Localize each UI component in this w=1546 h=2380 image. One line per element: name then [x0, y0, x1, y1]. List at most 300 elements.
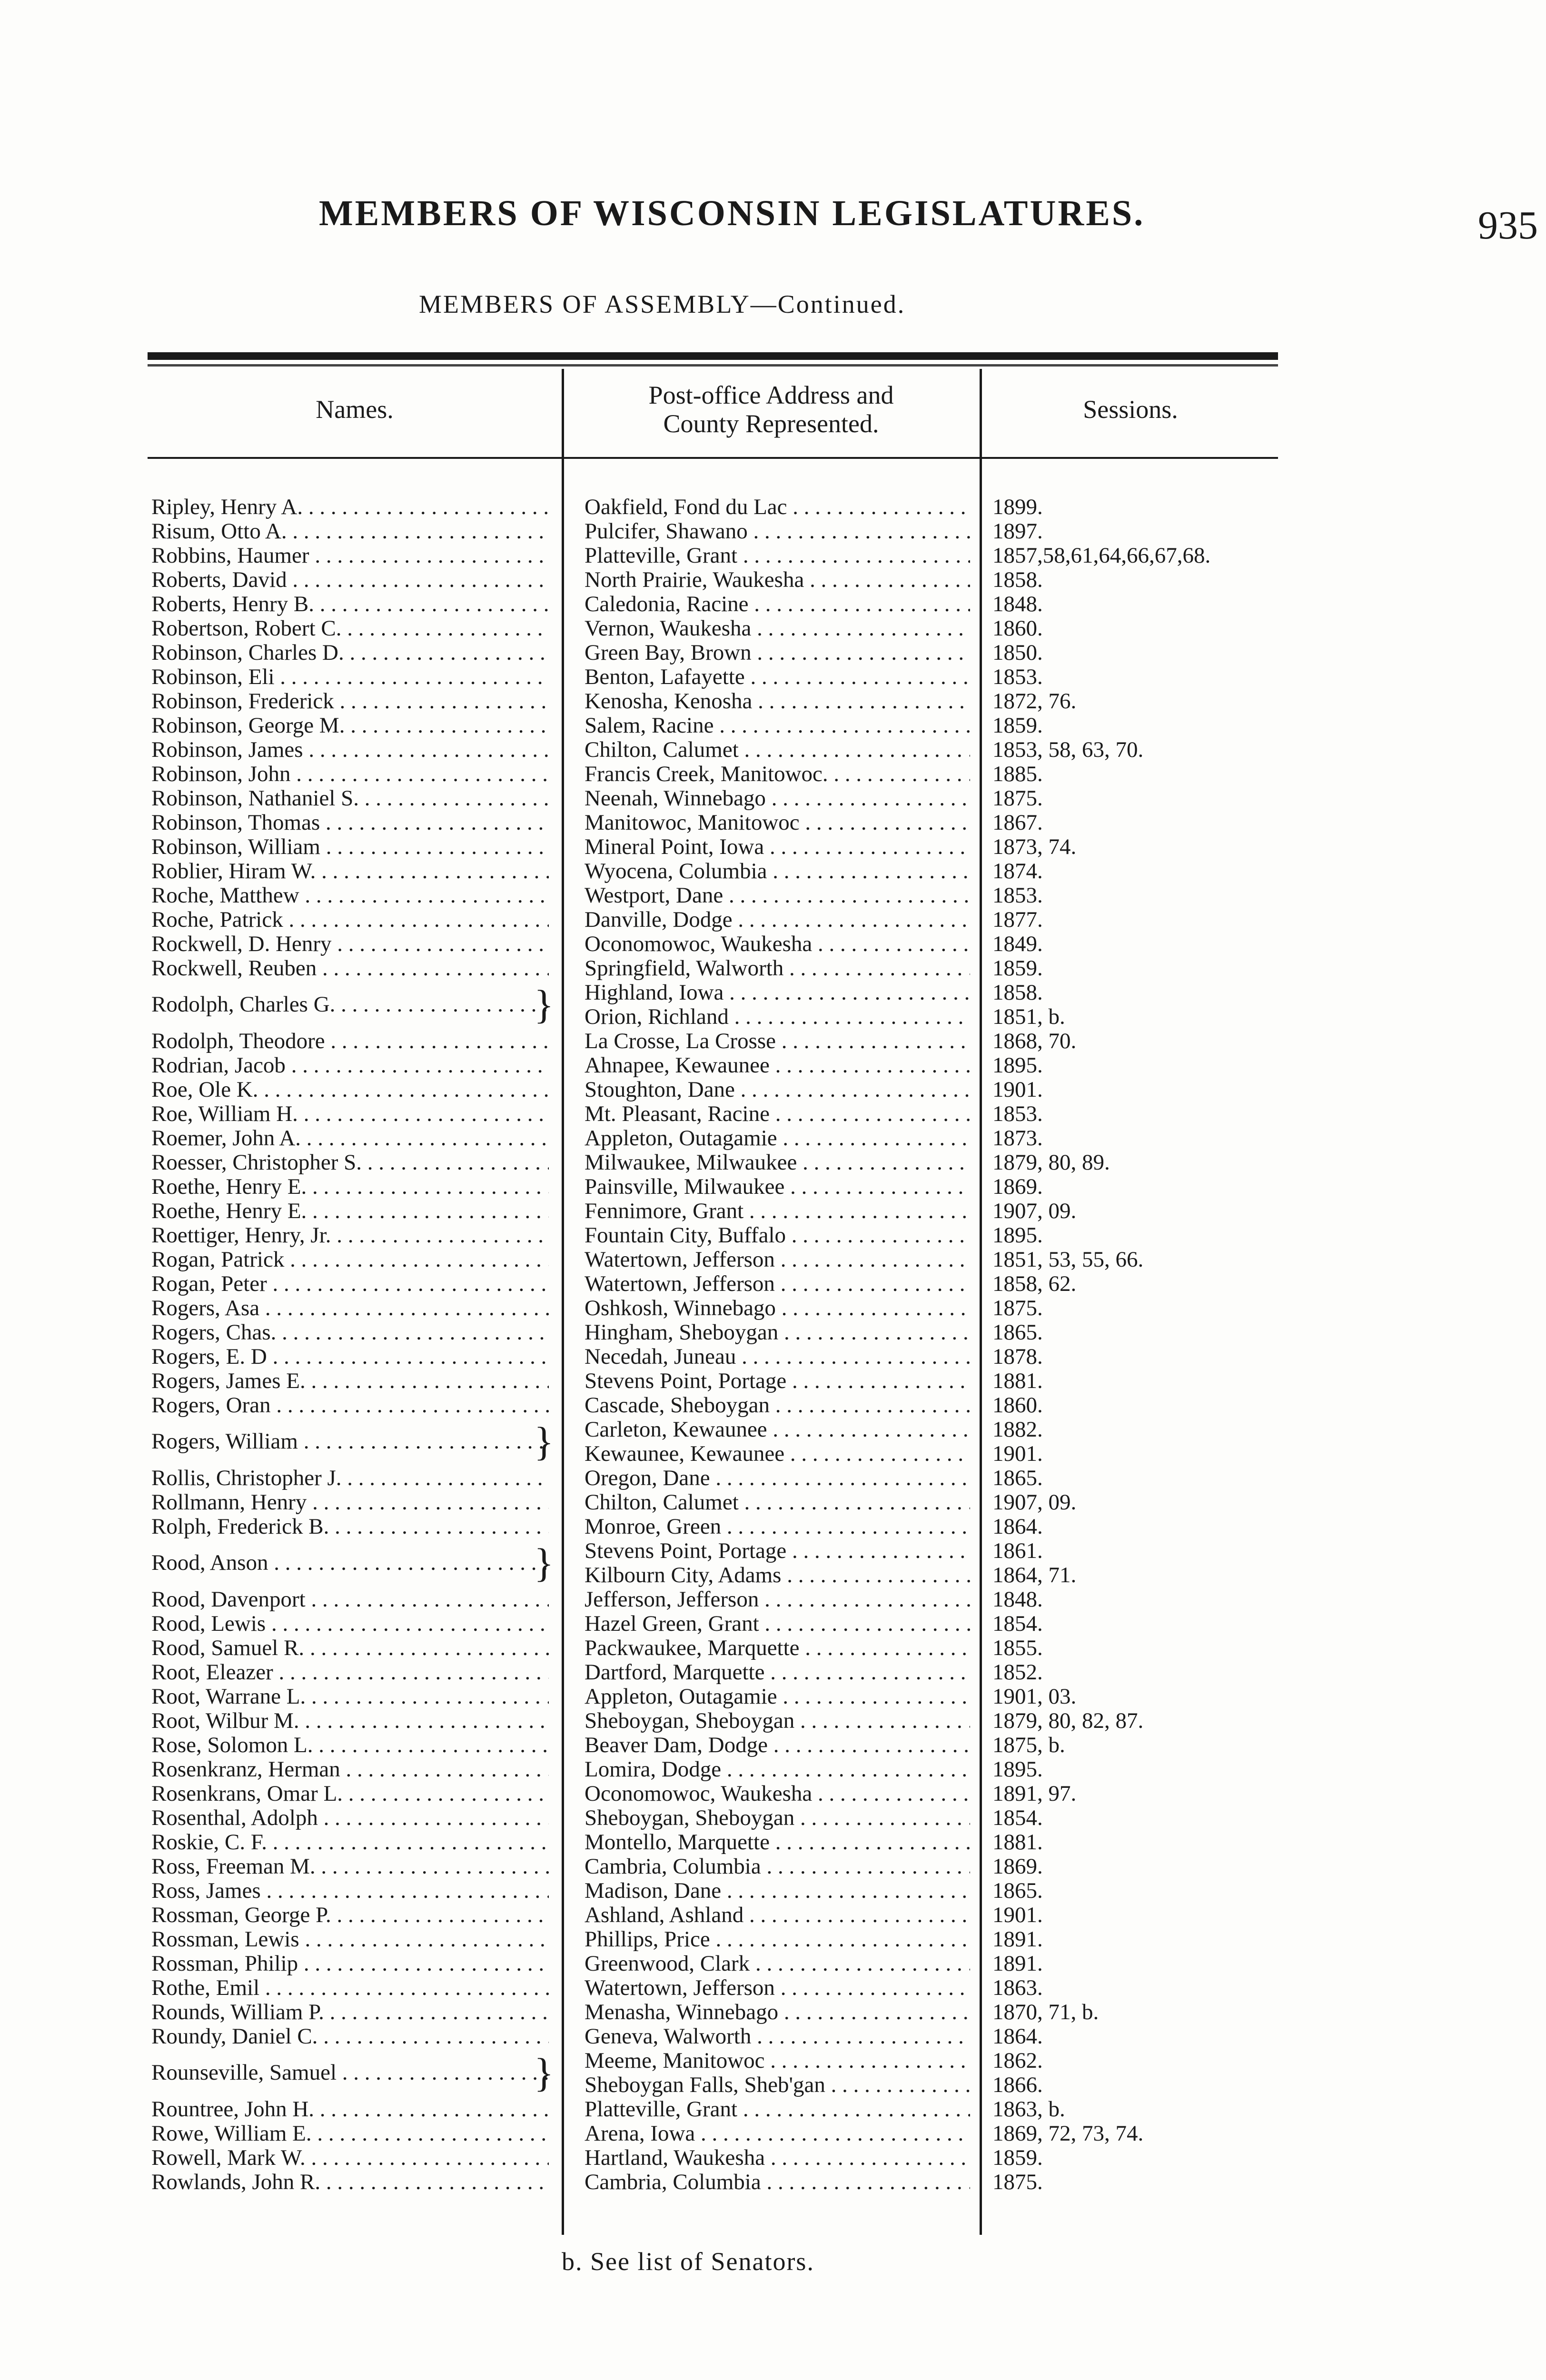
post-office-address: Phillips, Price . . . — [585, 1927, 970, 1952]
sessions-cell — [992, 641, 1468, 665]
post-office-cell — [585, 1927, 970, 1952]
post-office-address: Packwaukee, Marquette . . . — [585, 1636, 970, 1660]
table-row — [0, 2024, 1546, 2049]
session-years: 1854. — [992, 1611, 1043, 1636]
post-office-cell — [585, 1029, 970, 1053]
table-row — [0, 1685, 1546, 1709]
table-row — [0, 859, 1546, 883]
sessions-cell — [992, 1515, 1468, 1539]
sessions-cell — [992, 1150, 1468, 1175]
member-name: Rossman, Philip . . . — [151, 1952, 549, 1976]
sessions-cell — [992, 1903, 1468, 1927]
member-name: Robinson, Charles D. . . . — [151, 641, 549, 665]
post-office-cell — [585, 1879, 970, 1903]
table-row — [0, 2170, 1546, 2194]
session-years: 1855. — [992, 1636, 1043, 1660]
member-name: Roundy, Daniel C. . . . — [151, 2024, 549, 2049]
post-office-cell — [585, 689, 970, 714]
sessions-cell — [992, 1199, 1468, 1223]
post-office-cell — [585, 519, 970, 544]
sessions-cell — [992, 1660, 1468, 1685]
post-office-address: Westport, Dane . . . — [585, 883, 970, 908]
session-years: 1853, 58, 63, 70. — [992, 737, 1144, 762]
post-office-address: Watertown, Jefferson . . . — [585, 1272, 970, 1296]
post-office-address: Orion, Richland . . . — [585, 1005, 970, 1029]
table-row — [0, 908, 1546, 932]
post-office-address: Mt. Pleasant, Racine . . . — [585, 1102, 970, 1126]
member-name: Robertson, Robert C. . . . — [151, 616, 549, 641]
member-name: Root, Wilbur M. . . . — [151, 1709, 549, 1733]
member-name: Robbins, Haumer . . . — [151, 544, 549, 568]
session-years: 1878. — [992, 1344, 1043, 1369]
post-office-address: Pulcifer, Shawano . . . — [585, 519, 970, 544]
table-row — [0, 1830, 1546, 1854]
session-years: 1864. — [992, 1514, 1043, 1539]
column-header-post-office — [566, 381, 976, 438]
post-office-cell — [585, 2122, 970, 2146]
session-years: 1865. — [992, 1878, 1043, 1903]
member-name: Rose, Solomon L. . . . — [151, 1733, 549, 1757]
member-name: Robinson, Frederick . . . — [151, 689, 549, 714]
post-office-cell — [585, 981, 970, 1029]
post-office-cell — [585, 1854, 970, 1879]
session-years: 1879, 80, 89. — [992, 1150, 1110, 1175]
session-years: 1867. — [992, 810, 1043, 835]
sessions-cell — [992, 981, 1468, 1029]
session-years: 1853. — [992, 664, 1043, 689]
post-office-cell — [585, 1223, 970, 1248]
post-office-cell — [585, 1952, 970, 1976]
table-row — [0, 1782, 1546, 1806]
table-row — [0, 1272, 1546, 1296]
post-office-cell — [585, 932, 970, 956]
table-row — [0, 981, 1546, 1029]
session-years: 1865. — [992, 1466, 1043, 1490]
table-row — [0, 1320, 1546, 1345]
session-years: 1849. — [992, 932, 1043, 956]
sessions-cell — [992, 1175, 1468, 1199]
table-row — [0, 1612, 1546, 1636]
post-office-cell — [585, 1636, 970, 1660]
sessions-cell — [992, 811, 1468, 835]
post-office-cell — [585, 738, 970, 762]
table-row — [0, 811, 1546, 835]
session-years: 1875, b. — [992, 1733, 1065, 1757]
sessions-cell — [992, 714, 1468, 738]
member-name: Robinson, James . . . — [151, 738, 549, 762]
member-name: Roche, Matthew . . . — [151, 883, 549, 908]
post-office-cell — [585, 1757, 970, 1782]
session-years: 1899. — [992, 495, 1043, 519]
sessions-cell — [992, 1806, 1468, 1830]
column-header-post-office-line2: County Represented. — [663, 409, 879, 438]
member-name: Rountree, John H. . . . — [151, 2097, 549, 2122]
post-office-cell — [585, 2000, 970, 2024]
post-office-address: Wyocena, Columbia . . . — [585, 859, 970, 883]
member-name: Rogan, Peter . . . — [151, 1272, 549, 1296]
member-name: Rosenkranz, Herman . . . — [151, 1757, 549, 1782]
post-office-address: Montello, Marquette . . . — [585, 1830, 970, 1854]
table-row — [0, 665, 1546, 689]
member-name: Risum, Otto A. . . . — [151, 519, 549, 544]
brace-glyph: } — [534, 1540, 554, 1586]
post-office-cell — [585, 592, 970, 616]
member-name: Roberts, Henry B. . . . — [151, 592, 549, 616]
member-name: Rolph, Frederick B. . . . — [151, 1515, 549, 1539]
post-office-address: Francis Creek, Manitowoc. . . . — [585, 762, 970, 786]
table-row — [0, 689, 1546, 714]
sessions-cell — [992, 1029, 1468, 1053]
member-name: Roblier, Hiram W. . . . — [151, 859, 549, 883]
table-row — [0, 544, 1546, 568]
post-office-address: Painsville, Milwaukee . . . — [585, 1175, 970, 1199]
session-years: 1858. — [992, 980, 1043, 1005]
sessions-cell — [992, 1345, 1468, 1369]
session-years: 1897. — [992, 519, 1043, 544]
post-office-cell — [585, 568, 970, 592]
post-office-address: Danville, Dodge . . . — [585, 908, 970, 932]
post-office-cell — [585, 1393, 970, 1418]
post-office-cell — [585, 2097, 970, 2122]
post-office-address: Dartford, Marquette . . . — [585, 1660, 970, 1685]
post-office-address: Sheboygan, Sheboygan . . . — [585, 1709, 970, 1733]
header-rule — [148, 457, 1278, 459]
sessions-cell — [992, 568, 1468, 592]
post-office-address: Manitowoc, Manitowoc . . . — [585, 811, 970, 835]
post-office-address: Geneva, Walworth . . . — [585, 2024, 970, 2049]
sessions-cell — [992, 1320, 1468, 1345]
post-office-address: Springfield, Walworth . . . — [585, 956, 970, 981]
post-office-cell — [585, 1660, 970, 1685]
session-years: 1875. — [992, 786, 1043, 811]
session-years: 1868, 70. — [992, 1029, 1077, 1053]
member-name: Rogers, Asa . . . — [151, 1296, 549, 1320]
member-name: Rood, Davenport . . . — [151, 1587, 549, 1612]
member-name: Rounseville, Samuel . . . — [151, 2061, 549, 2085]
sessions-cell — [992, 932, 1468, 956]
brace-glyph: } — [534, 982, 554, 1027]
member-name: Robinson, Nathaniel S. . . . — [151, 786, 549, 811]
sessions-cell — [992, 2049, 1468, 2097]
post-office-address: North Prairie, Waukesha . . . — [585, 568, 970, 592]
table-row — [0, 1903, 1546, 1927]
post-office-cell — [585, 835, 970, 859]
session-years: 1869, 72, 73, 74. — [992, 2121, 1144, 2146]
sessions-cell — [992, 1782, 1468, 1806]
session-years: 1901, 03. — [992, 1684, 1077, 1709]
session-years: 1891. — [992, 1927, 1043, 1952]
table-row — [0, 932, 1546, 956]
member-name: Robinson, Eli . . . — [151, 665, 549, 689]
session-years: 1862. — [992, 2048, 1043, 2073]
sessions-cell — [992, 2170, 1468, 2194]
member-name: Rood, Samuel R. . . . — [151, 1636, 549, 1660]
table-row — [0, 714, 1546, 738]
post-office-cell — [585, 908, 970, 932]
member-name: Roe, Ole K. . . . — [151, 1078, 549, 1102]
post-office-cell — [585, 883, 970, 908]
sessions-cell — [992, 786, 1468, 811]
post-office-cell — [585, 1733, 970, 1757]
post-office-address: Milwaukee, Milwaukee . . . — [585, 1150, 970, 1175]
brace-glyph: } — [534, 1418, 554, 1464]
table-row — [0, 1976, 1546, 2000]
table-row — [0, 2097, 1546, 2122]
post-office-address: Neenah, Winnebago . . . — [585, 786, 970, 811]
table-row — [0, 568, 1546, 592]
session-years: 1859. — [992, 713, 1043, 738]
post-office-cell — [585, 762, 970, 786]
sessions-cell — [992, 1976, 1468, 2000]
sessions-cell — [992, 1223, 1468, 1248]
post-office-address: Platteville, Grant . . . — [585, 2097, 970, 2122]
sessions-cell — [992, 1490, 1468, 1515]
post-office-address: Green Bay, Brown . . . — [585, 641, 970, 665]
post-office-address: Ahnapee, Kewaunee . . . — [585, 1053, 970, 1078]
session-years: 1870, 71, b. — [992, 2000, 1099, 2024]
member-name: Rothe, Emil . . . — [151, 1976, 549, 2000]
post-office-address: Fennimore, Grant . . . — [585, 1199, 970, 1223]
post-office-address: Appleton, Outagamie . . . — [585, 1126, 970, 1150]
sessions-cell — [992, 883, 1468, 908]
sessions-cell — [992, 1078, 1468, 1102]
post-office-address: Mineral Point, Iowa . . . — [585, 835, 970, 859]
post-office-address: Carleton, Kewaunee . . . — [585, 1418, 970, 1442]
table-row — [0, 1879, 1546, 1903]
sessions-cell — [992, 1733, 1468, 1757]
session-years: 1891, 97. — [992, 1781, 1077, 1806]
session-years: 1848. — [992, 1587, 1043, 1612]
post-office-address: Beaver Dam, Dodge . . . — [585, 1733, 970, 1757]
sessions-cell — [992, 1952, 1468, 1976]
post-office-address: Cascade, Sheboygan . . . — [585, 1393, 970, 1418]
session-years: 1877. — [992, 907, 1043, 932]
table-row — [0, 883, 1546, 908]
post-office-cell — [585, 2170, 970, 2194]
post-office-address: Lomira, Dodge . . . — [585, 1757, 970, 1782]
session-years: 1858, 62. — [992, 1271, 1077, 1296]
table-row — [0, 1757, 1546, 1782]
session-years: 1869. — [992, 1174, 1043, 1199]
post-office-address: Necedah, Juneau . . . — [585, 1345, 970, 1369]
member-name: Root, Warrane L. . . . — [151, 1685, 549, 1709]
post-office-cell — [585, 1830, 970, 1854]
session-years: 1901. — [992, 1077, 1043, 1102]
sessions-cell — [992, 592, 1468, 616]
member-name: Rood, Anson . . . — [151, 1551, 549, 1575]
table-row — [0, 2049, 1546, 2097]
session-years: 1872, 76. — [992, 689, 1077, 714]
post-office-address: Oshkosh, Winnebago . . . — [585, 1296, 970, 1320]
member-name: Roe, William H. . . . — [151, 1102, 549, 1126]
table-row — [0, 2000, 1546, 2024]
member-name: Rockwell, D. Henry . . . — [151, 932, 549, 956]
post-office-cell — [585, 714, 970, 738]
post-office-cell — [585, 1078, 970, 1102]
member-name: Rounds, William P. . . . — [151, 2000, 549, 2024]
session-years: 1865. — [992, 1320, 1043, 1345]
post-office-cell — [585, 859, 970, 883]
post-office-address: Kenosha, Kenosha . . . — [585, 689, 970, 714]
session-years: 1861. — [992, 1538, 1043, 1563]
member-name: Rowell, Mark W. . . . — [151, 2146, 549, 2170]
members-table — [0, 495, 1546, 2194]
sessions-cell — [992, 689, 1468, 714]
member-name: Rodrian, Jacob . . . — [151, 1053, 549, 1078]
post-office-address: Menasha, Winnebago . . . — [585, 2000, 970, 2024]
post-office-cell — [585, 1976, 970, 2000]
post-office-address: Hazel Green, Grant . . . — [585, 1612, 970, 1636]
table-row — [0, 1078, 1546, 1102]
column-header-sessions: Sessions. — [1083, 395, 1178, 424]
table-row — [0, 1175, 1546, 1199]
table-row — [0, 956, 1546, 981]
sessions-cell — [992, 1685, 1468, 1709]
post-office-cell — [585, 1539, 970, 1587]
post-office-address: Hartland, Waukesha . . . — [585, 2146, 970, 2170]
session-years: 1879, 80, 82, 87. — [992, 1708, 1144, 1733]
session-years: 1875. — [992, 2170, 1043, 2194]
session-years: 1857,58,61,64,66,67,68. — [992, 543, 1211, 568]
post-office-address: Chilton, Calumet . . . — [585, 1490, 970, 1515]
member-name: Root, Eleazer . . . — [151, 1660, 549, 1685]
top-rule — [148, 352, 1278, 360]
post-office-cell — [585, 1782, 970, 1806]
post-office-cell — [585, 1320, 970, 1345]
member-name: Rogers, William . . . — [151, 1429, 549, 1454]
session-years: 1885. — [992, 762, 1043, 786]
session-years: 1873. — [992, 1126, 1043, 1150]
table-row — [0, 762, 1546, 786]
session-years: 1851, 53, 55, 66. — [992, 1247, 1144, 1272]
table-row — [0, 495, 1546, 519]
sessions-cell — [992, 1053, 1468, 1078]
member-name: Roskie, C. F. . . . — [151, 1830, 549, 1854]
member-name: Rodolph, Theodore . . . — [151, 1029, 549, 1053]
sessions-cell — [992, 1757, 1468, 1782]
member-name: Robinson, George M. . . . — [151, 714, 549, 738]
post-office-cell — [585, 1515, 970, 1539]
post-office-address: Greenwood, Clark . . . — [585, 1952, 970, 1976]
session-years: 1848. — [992, 592, 1043, 616]
sessions-cell — [992, 1539, 1468, 1587]
sessions-cell — [992, 1879, 1468, 1903]
post-office-cell — [585, 616, 970, 641]
post-office-cell — [585, 495, 970, 519]
section-subtitle: MEMBERS OF ASSEMBLY—Continued. — [419, 290, 906, 318]
member-name: Rossman, George P. . . . — [151, 1903, 549, 1927]
member-name: Rogers, E. D . . . — [151, 1345, 549, 1369]
table-row — [0, 1952, 1546, 1976]
table-row — [0, 1490, 1546, 1515]
page-title: MEMBERS OF WISCONSIN LEGISLATURES. — [319, 193, 1145, 233]
table-row — [0, 1296, 1546, 1320]
member-name: Rockwell, Reuben . . . — [151, 956, 549, 981]
sessions-cell — [992, 1854, 1468, 1879]
post-office-cell — [585, 1490, 970, 1515]
post-office-address: Salem, Racine . . . — [585, 714, 970, 738]
table-row — [0, 1927, 1546, 1952]
table-row — [0, 1466, 1546, 1490]
post-office-cell — [585, 2024, 970, 2049]
member-name: Ross, James . . . — [151, 1879, 549, 1903]
session-years: 1851, b. — [992, 1004, 1065, 1029]
post-office-cell — [585, 1369, 970, 1393]
table-row — [0, 592, 1546, 616]
sessions-cell — [992, 859, 1468, 883]
session-years: 1863, b. — [992, 2097, 1065, 2122]
table-row — [0, 1587, 1546, 1612]
session-years: 1901. — [992, 1903, 1043, 1927]
post-office-cell — [585, 1102, 970, 1126]
table-row — [0, 1150, 1546, 1175]
table-row — [0, 1053, 1546, 1078]
post-office-cell — [585, 1150, 970, 1175]
post-office-address: Arena, Iowa . . . — [585, 2122, 970, 2146]
session-years: 1858. — [992, 567, 1043, 592]
session-years: 1864. — [992, 2024, 1043, 2049]
session-years: 1860. — [992, 1393, 1043, 1418]
sessions-cell — [992, 2146, 1468, 2170]
sessions-cell — [992, 1466, 1468, 1490]
post-office-address: Oakfield, Fond du Lac . . . — [585, 495, 970, 519]
post-office-address: Fountain City, Buffalo . . . — [585, 1223, 970, 1248]
session-years: 1860. — [992, 616, 1043, 641]
post-office-address: Stoughton, Dane . . . — [585, 1078, 970, 1102]
sessions-cell — [992, 519, 1468, 544]
top-rule-thin — [148, 364, 1278, 367]
sessions-cell — [992, 665, 1468, 689]
member-name: Rogan, Patrick . . . — [151, 1248, 549, 1272]
sessions-cell — [992, 1709, 1468, 1733]
session-years: 1853. — [992, 1101, 1043, 1126]
post-office-address: Benton, Lafayette . . . — [585, 665, 970, 689]
session-years: 1852. — [992, 1660, 1043, 1685]
post-office-cell — [585, 1272, 970, 1296]
sessions-cell — [992, 762, 1468, 786]
table-row — [0, 1515, 1546, 1539]
table-row — [0, 1660, 1546, 1685]
member-name: Rogers, James E. . . . — [151, 1369, 549, 1393]
member-name: Roemer, John A. . . . — [151, 1126, 549, 1150]
sessions-cell — [992, 1393, 1468, 1418]
post-office-cell — [585, 1053, 970, 1078]
session-years: 1854. — [992, 1805, 1043, 1830]
post-office-address: Chilton, Calumet . . . — [585, 738, 970, 762]
sessions-cell — [992, 1612, 1468, 1636]
post-office-cell — [585, 1685, 970, 1709]
post-office-cell — [585, 1466, 970, 1490]
member-name: Robinson, William . . . — [151, 835, 549, 859]
session-years: 1895. — [992, 1223, 1043, 1248]
table-row — [0, 835, 1546, 859]
post-office-address: Monroe, Green . . . — [585, 1515, 970, 1539]
post-office-address: Madison, Dane . . . — [585, 1879, 970, 1903]
session-years: 1874. — [992, 859, 1043, 883]
table-row — [0, 1369, 1546, 1393]
table-row — [0, 1223, 1546, 1248]
sessions-cell — [992, 1272, 1468, 1296]
sessions-cell — [992, 1248, 1468, 1272]
sessions-cell — [992, 2000, 1468, 2024]
session-years: 1863. — [992, 1975, 1043, 2000]
session-years: 1907, 09. — [992, 1199, 1077, 1223]
session-years: 1895. — [992, 1053, 1043, 1078]
sessions-cell — [992, 1102, 1468, 1126]
session-years: 1850. — [992, 640, 1043, 665]
session-years: 1853. — [992, 883, 1043, 908]
post-office-cell — [585, 1248, 970, 1272]
